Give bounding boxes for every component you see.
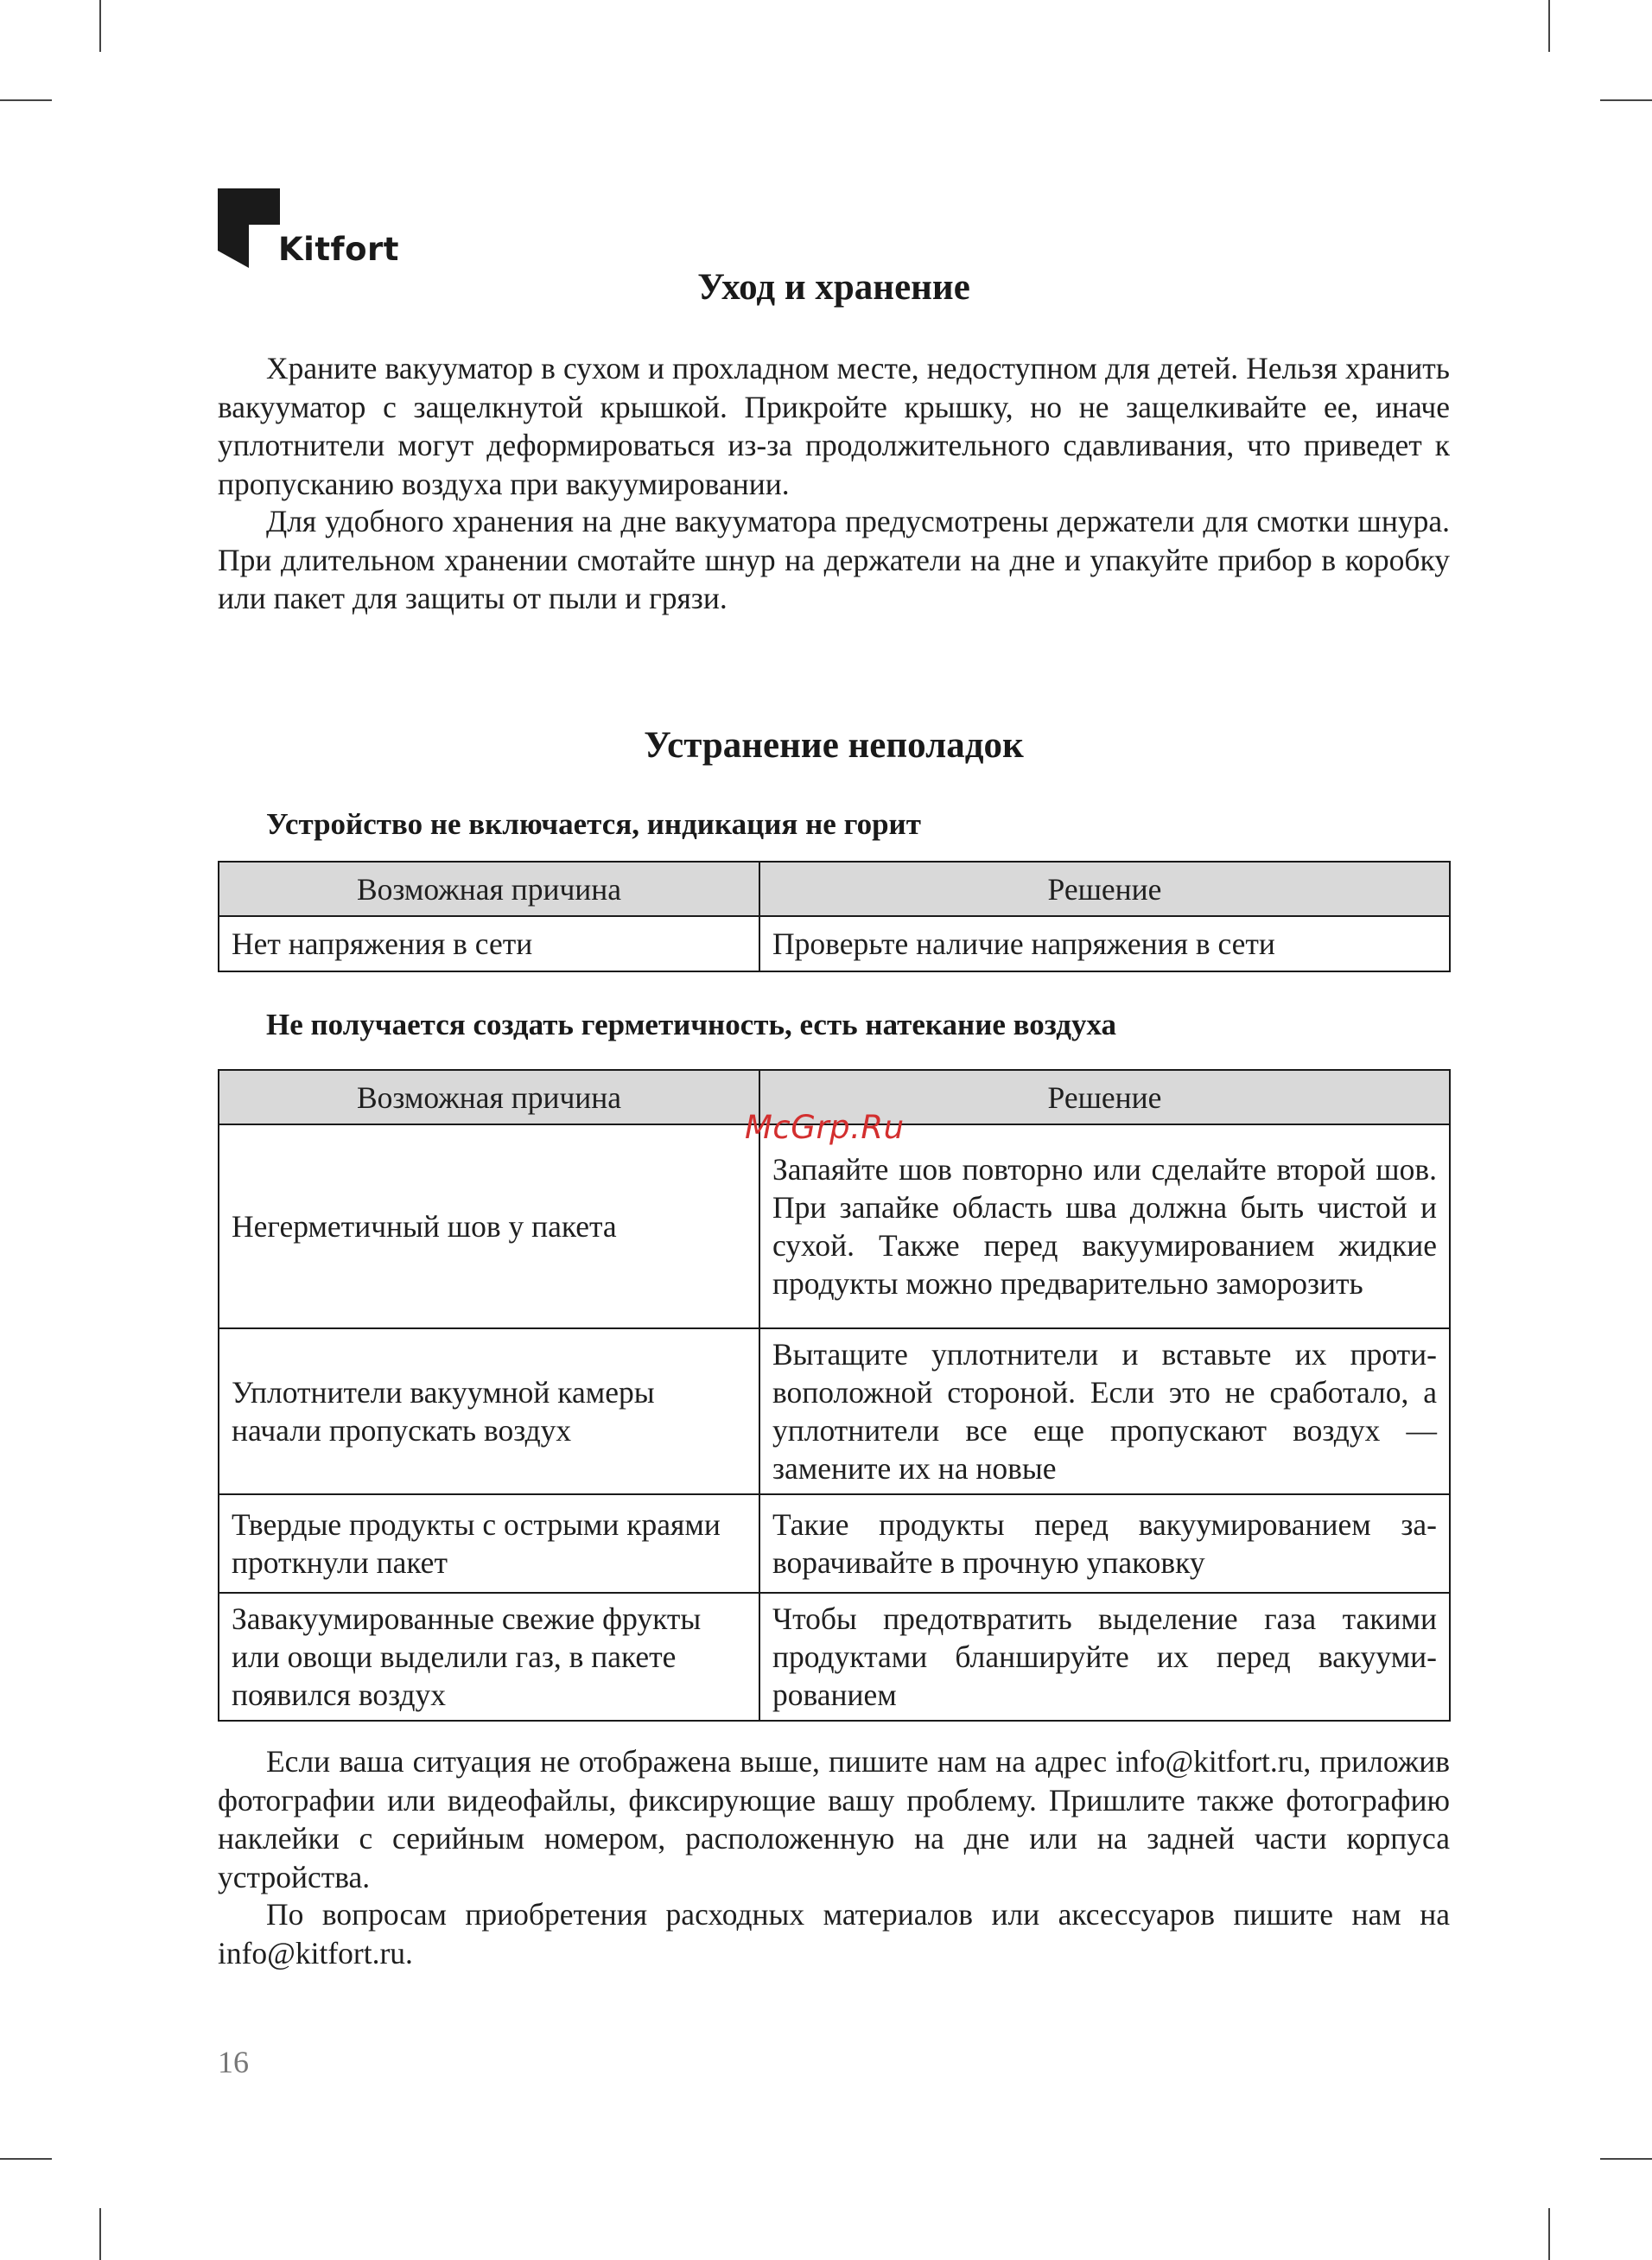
kitfort-logo-icon [218, 188, 280, 268]
cause-cell: Нет напряжения в сети [219, 916, 759, 971]
contact-paragraph: По вопросам приобретения расходных материалов или аксессуаров пишите нам на info@kitfort.ru. [218, 1897, 1450, 1970]
contact-paragraph: Если ваша ситуация не отображена выше, пишите нам на адрес info@kitfort.ru, приложив фотографии или видеофайлы, фиксирующие вашу проблему. Пришлите также фотографию наклейки с серийным номером, расположенную на дне или на задней части корпуса устройства. [218, 1744, 1450, 1894]
crop-mark [1548, 0, 1550, 52]
watermark: McGrp.Ru [745, 1109, 905, 1146]
header-cause: Возможная причина [219, 862, 759, 916]
troubleshooting-title: Устранение неполадок [644, 725, 1024, 766]
table-row [219, 1593, 1450, 1721]
crop-mark [99, 0, 101, 52]
care-paragraph: Храните вакууматор в сухом и прохладном месте, недоступном для детей. Нельзя хранить вакууматор с защелкнутой крышкой. Прикройте крышку, но не защелкивайте ее, иначе уплотнители могут деформироваться из-за продолжительного сдавливания, что приведет к пропусканию воздуха при вакуумировании. [218, 351, 1450, 501]
crop-mark [0, 99, 52, 101]
cause-cell: Завакуумированные свежие фрукты или овощи выделили газ, в пакете появился воздух [219, 1593, 759, 1721]
issue2-table [218, 1069, 1451, 1722]
issue-heading: Не получается создать герметичность, есть натекание воздуха [266, 1008, 1116, 1041]
solution-cell: Запаяйте шов повторно или сделайте второй шов. При запайке область шва должна быть чистой и сухой. Также перед вакуумированием жидкие продукты можно предварительно заморозить [759, 1124, 1450, 1328]
cause-cell: Твердые продукты с острыми краями проткнули пакет [219, 1494, 759, 1593]
care-title: Уход и хранение [697, 267, 970, 308]
crop-mark [99, 2208, 101, 2260]
issue1-table [218, 861, 1451, 972]
solution-cell: Такие продукты перед вакуумированием заворачивайте в прочную упаковку [759, 1494, 1450, 1593]
care-paragraph: Для удобного хранения на дне вакууматора предусмотрены держатели для смотки шнура. При длительном хранении смотайте шнур на держатели на дне и упакуйте прибор в коробку или пакет для защиты от пыли и грязи. [218, 504, 1450, 615]
cause-cell: Уплотнители вакуумной камеры начали пропускать воздух [219, 1328, 759, 1494]
crop-mark [1548, 2208, 1550, 2260]
table-header-row [219, 862, 1450, 916]
issue-heading: Устройство не включается, индикация не горит [266, 807, 921, 841]
header-cause: Возможная причина [219, 1070, 759, 1124]
brand-logo [218, 188, 399, 268]
table-row [219, 1494, 1450, 1593]
table-row [219, 916, 1450, 971]
solution-cell: Проверьте наличие напряжения в сети [759, 916, 1450, 971]
solution-cell: Чтобы предотвратить выделение газа такими продуктами бланшируйте их перед вакуумированием [759, 1593, 1450, 1721]
crop-mark [1600, 99, 1652, 101]
header-solution: Решение [759, 862, 1450, 916]
page-number: 16 [218, 2045, 249, 2079]
table-row [219, 1124, 1450, 1328]
cause-cell: Негерметичный шов у пакета [219, 1124, 759, 1328]
brand-name: Kitfort [278, 231, 399, 268]
table-row [219, 1328, 1450, 1494]
header-solution: Решение [759, 1070, 1450, 1124]
crop-mark [0, 2158, 52, 2160]
solution-cell: Вытащите уплотнители и вставьте их противоположной стороной. Если это не сработало, а уплотнители все еще пропускают воздух — замените их на новые [759, 1328, 1450, 1494]
crop-mark [1600, 2158, 1652, 2160]
